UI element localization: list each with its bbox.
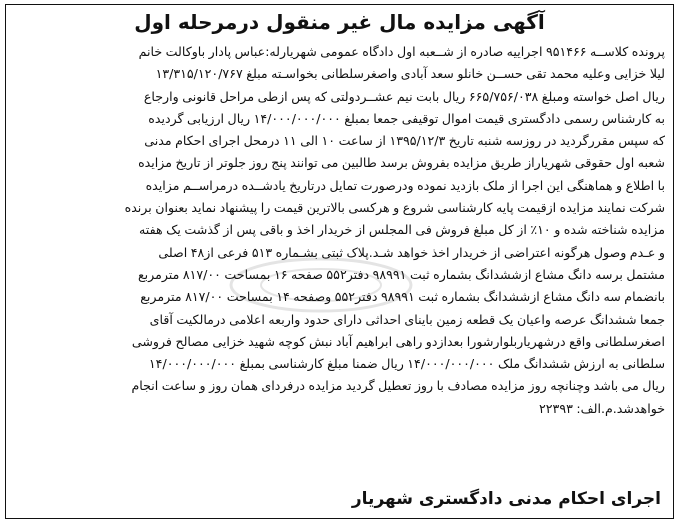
notice-line: خواهدشد.م.الف: ۲۲۳۹۳ — [539, 400, 665, 416]
notice-line: که سپس مقررگردید در روزسه شنبه تاریخ ۱۳۹۵/۱۲/۳ از ساعت ۱۰ الی ۱۱ درمحل اجرای احکام مدنی — [144, 133, 665, 149]
notice-line: بانضمام سه دانگ مشاع ازششدانگ بشماره ثبت ۹۸۹۹۱ دفتر۵۵۲ وصفحه ۱۴ بمساحت ۸۱۷/۰۰ مترمربع — [140, 289, 665, 305]
notice-line: مزایده شناخته شده و ۱۰٪ از کل مبلغ فروش فی المجلس از خریدار اخذ و باقی پس از گذشت یک هفته — [139, 222, 665, 238]
notice-line: و عـدم وصول هرگونه اعتراضی از خریدار اخذ خواهد شـد.پلاک ثبتی بشـماره ۵۱۳ فرعی از۴۸ اصلی — [158, 244, 665, 260]
notice-line: شعبه اول حقوقی شهریاراز طریق مزایده بفروش برسد طالبین می توانند پنج روز جلوتر از تاریخ مزایده — [138, 155, 665, 171]
notice-line: ریال می باشد وچنانچه روز مزایده مصادف با روز تعطیل گردید مزایده درفردای همان روز و ساعت انجام — [131, 378, 665, 394]
auction-notice — [5, 4, 674, 519]
notice-line: سلطانی به ارزش ششدانگ ملک ۱۴/۰۰۰/۰۰۰/۰۰۰ ریال ضمنا مبلغ کارشناسی بمبلغ ۱۴/۰۰۰/۰۰۰/۰۰۰ — [148, 356, 665, 372]
notice-line: ریال اصل خواسته ومبلغ ۶۶۵/۷۵۶/۰۳۸ ریال بابت نیم عشــردولتی که پس ازطی مراحل قانونی وارجاع — [143, 88, 665, 104]
notice-line: با اطلاع و هماهنگی این اجرا از ملک بازدید نموده ودرصورت تمایل درتاریخ یادشــده درمراســم مزایده — [145, 177, 665, 193]
notice-line: لیلا خزایی وعلیه محمد تقی حســن خانلو سعد آبادی واصغرسلطانی بخواسـته مبلغ ۱۳/۳۱۵/۱۲۰/۷۶۷ — [155, 66, 665, 82]
notice-line: پرونده کلاســه ۹۵۱۴۶۶ اجراییه صادره از شــعبه اول دادگاه عمومی شهریارله:عباس پادار باوکالت خانم — [138, 44, 665, 59]
notice-title: آگهی مزایده مال غیر منقول درمرحله اول — [134, 10, 545, 34]
notice-line: به کارشناس رسمی دادگستری قیمت اموال توقیفی جمعا بمبلغ ۱۴/۰۰۰/۰۰۰/۰۰۰ ریال ارزیابی گردیده — [148, 110, 665, 126]
notice-line: اصغرسلطانی واقع درشهریاربلوارشورا بعدازدو راهی ابراهیم آباد نبش کوچه شهید خزایی مصالح فروشی — [131, 333, 665, 349]
notice-line: شرکت نمایند مزایده ازقیمت پایه کارشناسی شروع و هرکسی بالاترین قیمت را پیشنهاد نماید بعنوان برنده — [124, 200, 665, 216]
notice-signature: اجرای احکام مدنی دادگستری شهریار — [351, 489, 661, 509]
notice-body — [14, 41, 665, 420]
notice-line: مشتمل برسه دانگ مشاع ازششدانگ بشماره ثبت ۹۸۹۹۱ دفتر۵۵۲ صفحه ۱۶ بمساحت ۸۱۷/۰۰ مترمربع — [137, 266, 665, 282]
notice-line: جمعا ششدانگ عرصه واعیان یک قطعه زمین باینای احداثی دارای حدود واربعه اعلامی درمالکیت آقای — [149, 311, 665, 327]
